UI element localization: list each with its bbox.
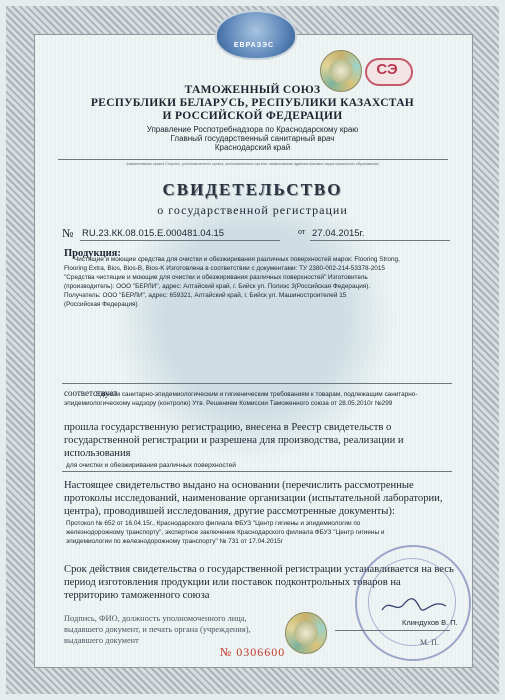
registration-date: 27.04.2015г. [312,228,365,239]
compliance-line: Единым санитарно-эпидемиологическим и гигиеническим требованиям к товарам, подлежащим санитарно- [96,391,418,398]
serial-number: № 0306600 [219,645,286,659]
authority-caption: (наименование органа Стороны, уполномоченного органа, уполномоченного органа, наименование административно-территориального образования) [126,162,379,166]
registration-number: RU.23.КК.08.015.Е.000481.04.15 [82,228,225,239]
seal-place-label: М. П. [420,638,439,647]
product-line: (производитель): ООО "БЕРЛИ", адрес: Алтайский край, г. Бийск ул. Полиэс 3(Российская Федерация). [64,283,371,290]
product-line: Получатель: ООО "БЕРЛИ", адрес: 659321, Алтайский край, г. Бийск ул. Машиностроителей 15 [64,292,347,299]
eurasec-emblem [215,10,297,60]
date-underline [310,240,450,241]
basis-line: протоколы исследований, наименование организации (испытательной лаборатории, [64,493,443,504]
product-heading: Продукция: [64,248,121,259]
authority-name: Управление Роспотребнадзора по Краснодарскому краю [146,125,359,134]
conformity-mark-label: СЭ [376,61,398,78]
validity-line: территорию таможенного союза [64,590,210,601]
product-line: Чистящие и моющие средства для очистки и обезжиривания различных поверхностей марок: Flooring Strong, [74,256,400,263]
signature-caption: выдавшего документ, и печать органа (учреждения), [64,625,251,634]
basis-document: эпидемиологии по железнодорожному транспорту" № 731 от 17.04.2015г [66,538,284,545]
authority-underline [58,159,448,160]
authority-position: Главный государственный санитарный врач [170,134,335,143]
compliance-line: эпидемиологическому надзору (контролю) Утв. Решением Комиссии Таможенного союза от 28.05.2010г №299 [64,400,393,407]
product-line: (Российская Федерация) [64,301,138,308]
certificate-subtitle: о государственной регистрации [157,203,348,217]
basis-document: железнодорожному транспорту", экспертное заключение Краснодарского филиала ФБУЗ "Центр гигиены и [66,529,385,536]
signature-underline [335,630,450,631]
basis-document: Протокол № 652 от 16.04.15г., Краснодарского филиала ФБУЗ "Центр гигиены и эпидемиологии по [66,520,361,527]
basis-line: центра), проводившей исследования, другие рассмотренные документы): [64,506,395,517]
header-republics: РЕСПУБЛИКИ БЕЛАРУСЬ, РЕСПУБЛИКИ КАЗАХСТАН [90,97,415,109]
header-federation: И РОССИЙСКОЙ ФЕДЕРАЦИИ [162,110,343,122]
product-line: "Средства чистящие и моющие для очистки и обезжиривания различных поверхностей" Изготовитель [64,274,368,281]
certificate-title: СВИДЕТЕЛЬСТВО [162,180,343,199]
product-end-underline [62,383,452,384]
basis-line: Настоящее свидетельство выдано на основании (перечислить рассмотренные [64,480,414,491]
registration-line: прошла государственную регистрацию, внесена в Реестр свидетельств о [64,422,392,433]
emblem-label: ЕВРАЗЭС [233,42,275,49]
product-line: Flooring Extra, Bios, Bios-B, Bios-K Изготовлена в соответствии с документами: ТУ 2380-002-214-53378-2015 [64,265,385,272]
validity-line: период изготовления продукции или поставок подконтрольных товаров на [64,577,401,588]
handwritten-signature-icon [380,596,450,616]
compliance-heading: соответствует [64,388,118,398]
validity-line: Срок действия свидетельства о государственной регистрации устанавливается на весь [64,564,454,575]
registration-line: использования [64,448,131,459]
number-prefix: № [62,226,74,240]
signature-caption: Подпись, ФИО, должность уполномоченного лица, [64,614,247,623]
usage-underline [62,471,452,472]
authority-region: Краснодарский край [214,143,291,152]
header-union: ТАМОЖЕННЫЙ СОЮЗ [184,84,321,96]
number-underline [80,240,280,241]
date-prefix: от [298,227,306,236]
signatory-name: Клиндухов В. П. [402,618,458,627]
signature-caption: выдавшего документ [64,636,139,645]
registration-line: государственной регистрации и разрешена для производства, реализации и [64,435,404,446]
usage-text: для очистки и обезжиривания различных поверхностей [66,462,236,469]
